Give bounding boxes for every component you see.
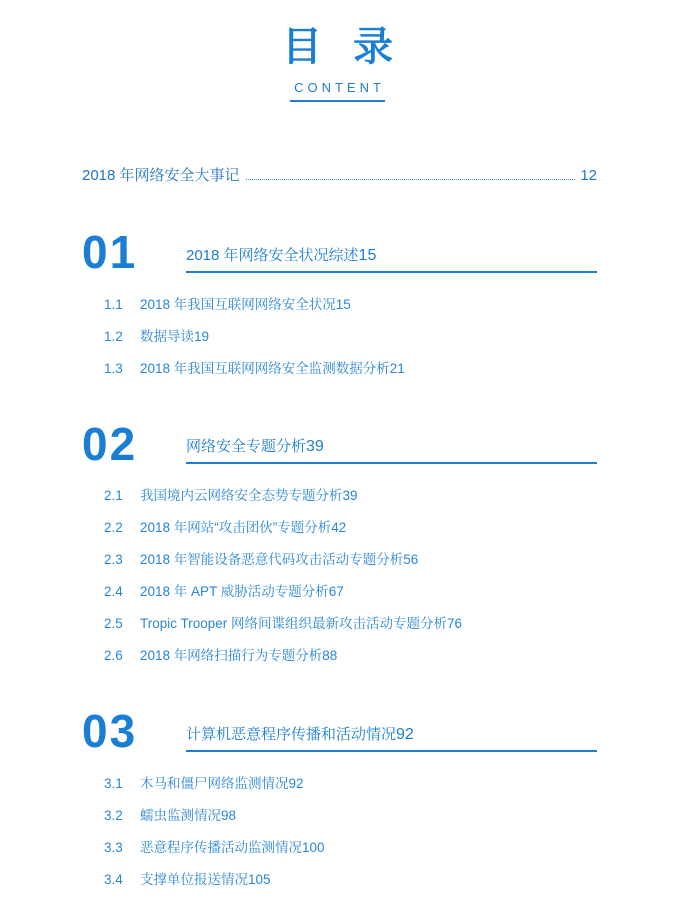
chapter-01-sections [82,293,597,377]
section-label: 恶意程序传播活动监测情况 [140,840,302,856]
section-1-3[interactable] [104,357,597,377]
section-label: 2018 年网络扫描行为专题分析 [140,648,323,664]
section-number: 2.2 [104,520,123,536]
section-label: 2018 年我国互联网网络安全状况 [140,296,336,312]
section-2-2[interactable] [104,516,597,536]
chapter-03-heading [186,723,597,754]
chapter-02-rule [186,462,597,464]
section-number: 1.2 [104,328,123,344]
section-3-3[interactable] [104,836,597,856]
section-label: 数据导读 [140,328,194,344]
chapter-01-head[interactable] [82,226,597,278]
chapter-02 [82,417,597,665]
chapter-03-sections [82,772,597,888]
section-label: 我国境内云网络安全态势专题分析 [140,488,343,504]
chapter-03 [82,710,597,900]
section-page: 15 [335,296,351,312]
section-1-1[interactable] [104,293,597,313]
section-number: 2.1 [104,488,123,504]
chapter-01-page: 15 [358,246,377,264]
chapter-01-number: 01 [82,226,138,278]
chapter-03-number: 03 [82,710,138,758]
section-label: 2018 年智能设备恶意代码攻击活动专题分析 [140,552,404,568]
chapter-02-title: 网络安全专题分析 [186,438,307,456]
section-number: 2.5 [104,616,123,632]
section-number: 2.4 [104,584,123,600]
chapter-03-rule [186,750,597,752]
page-header [0,0,675,102]
section-page: 88 [322,648,338,664]
leader-dots [246,178,576,180]
section-page: 98 [221,808,237,824]
toc-entry-events[interactable] [82,164,597,185]
section-2-3[interactable] [104,548,597,568]
section-label: 蠕虫监测情况 [140,808,221,824]
page-subtitle: CONTENT [290,80,385,102]
section-page: 105 [248,872,271,888]
toc-entry-label: 2018 年网络安全大事记 [82,167,240,184]
section-number: 3.3 [104,840,123,856]
chapter-01-rule [186,271,597,273]
section-page: 21 [389,360,405,376]
section-page: 56 [403,552,419,568]
section-number: 3.1 [104,776,123,792]
chapter-02-heading [186,435,597,466]
section-number: 3.4 [104,872,123,888]
chapter-03-title: 计算机恶意程序传播和活动情况 [186,726,397,744]
section-label: 2018 年 APT 威胁活动专题分析 [140,584,329,600]
section-page: 67 [328,584,344,600]
section-3-2[interactable] [104,804,597,824]
chapter-02-sections [82,484,597,664]
section-3-1[interactable] [104,772,597,792]
section-label: Tropic Trooper 网络间谍组织最新攻击活动专题分析 [140,616,448,632]
section-number: 1.1 [104,296,123,312]
section-page: 19 [194,328,210,344]
section-page: 76 [447,616,463,632]
section-page: 42 [331,520,347,536]
page-title: 目 录 [281,25,404,69]
section-page: 39 [342,488,358,504]
toc-entry-page: 12 [580,167,597,184]
section-number: 2.3 [104,552,123,568]
section-2-5[interactable] [104,612,597,632]
section-page: 100 [302,840,325,856]
chapter-03-page: 92 [396,726,414,744]
chapter-02-page: 39 [306,438,324,456]
chapter-01-heading [186,244,597,275]
section-2-4[interactable] [104,580,597,600]
section-label: 支撑单位报送情况 [140,872,248,888]
chapter-01-title: 2018 年网络安全状况综述 [186,246,359,264]
section-label: 2018 年我国互联网网络安全监测数据分析 [140,360,390,376]
chapter-01 [82,226,597,377]
section-number: 1.3 [104,360,123,376]
chapter-02-head[interactable] [82,417,597,470]
section-number: 3.2 [104,808,123,824]
chapter-03-head[interactable] [82,710,597,758]
section-1-2[interactable] [104,325,597,345]
section-2-1[interactable] [104,484,597,504]
section-number: 2.6 [104,648,123,664]
section-2-6[interactable] [104,644,597,664]
section-3-4[interactable] [104,868,597,888]
section-label: 2018 年网站“攻击团伙”专题分析 [140,520,332,536]
section-label: 木马和僵尸网络监测情况 [140,776,289,792]
chapter-02-number: 02 [82,417,138,470]
toc-list [0,164,675,900]
section-page: 92 [288,776,304,792]
